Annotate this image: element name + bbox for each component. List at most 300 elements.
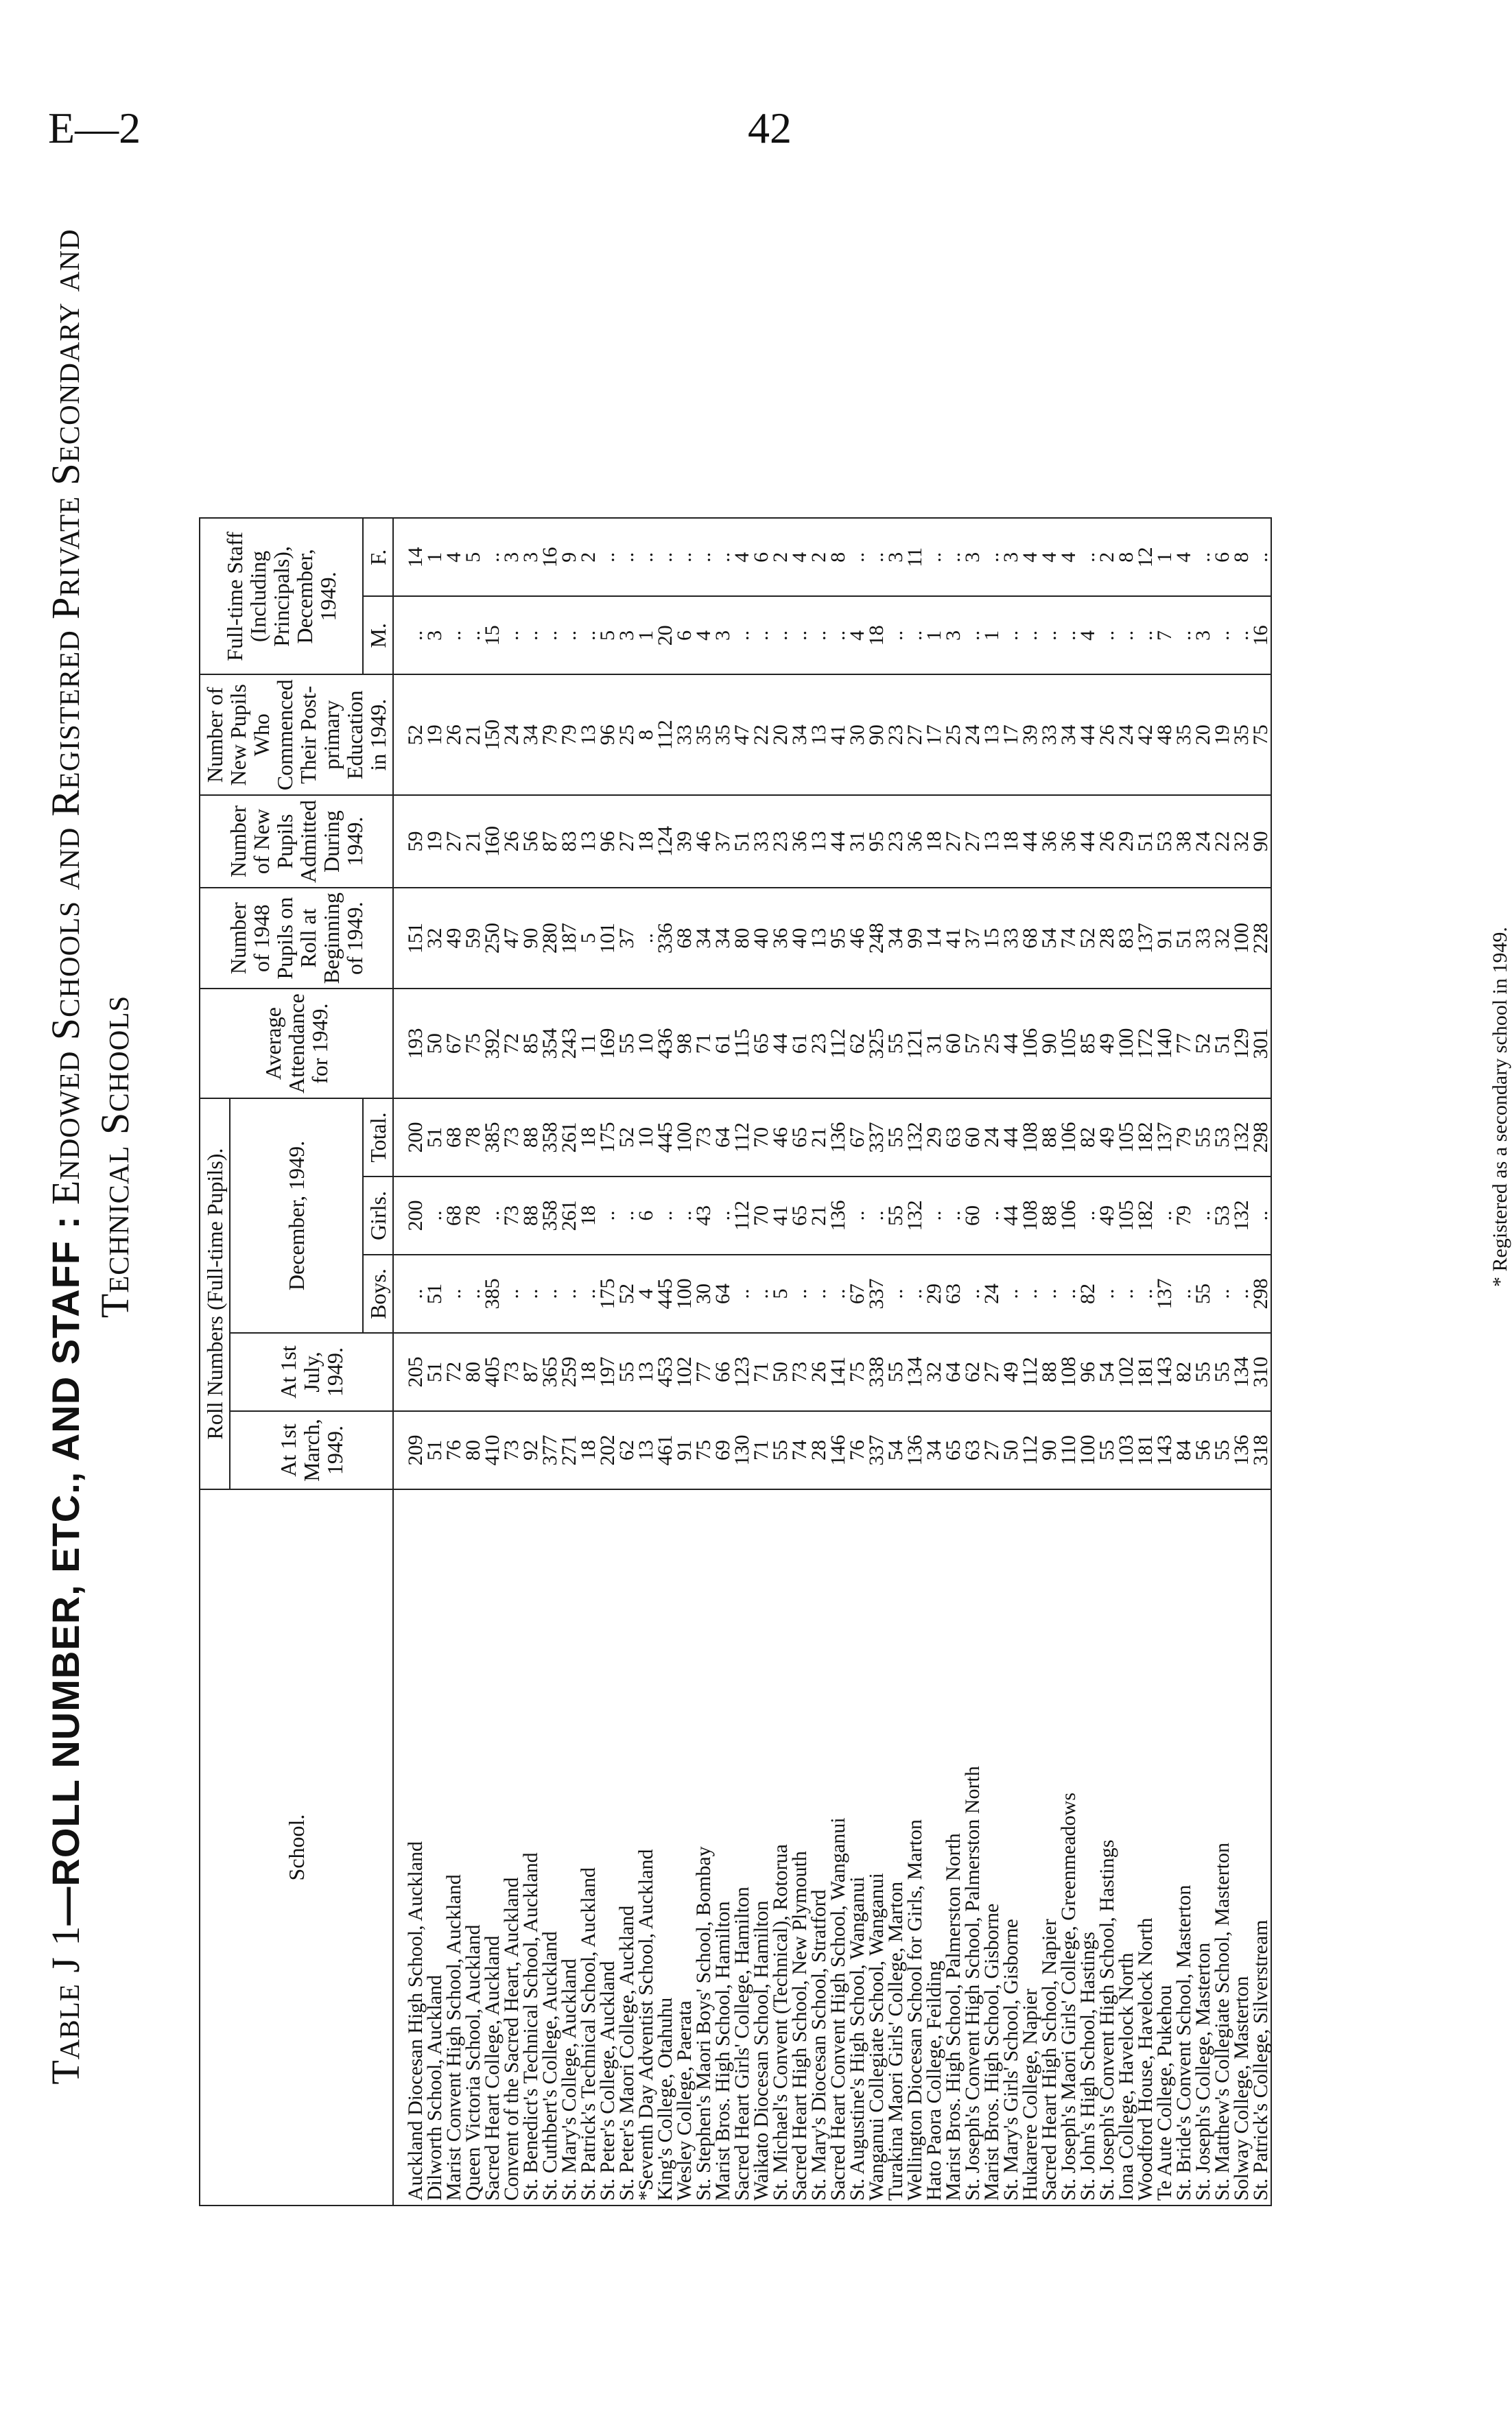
cell-f: .. — [656, 518, 675, 596]
cell-adm: 160 — [483, 795, 502, 888]
roll-table — [199, 517, 1272, 2206]
table-row — [771, 518, 790, 2206]
cell-march: 100 — [1078, 1411, 1098, 1489]
cell-att: 77 — [1174, 989, 1194, 1098]
cell-march: 62 — [617, 1411, 637, 1489]
cell-f: 12 — [1136, 518, 1155, 596]
cell-school: St. Peter's College, Auckland — [598, 1489, 617, 2206]
cell-f: 4 — [1059, 518, 1078, 596]
cell-m: .. — [502, 596, 521, 674]
table-row — [752, 518, 771, 2206]
cell-com: 52 — [393, 674, 425, 795]
table-row — [617, 518, 637, 2206]
cell-m: .. — [1232, 596, 1251, 674]
cell-july: 365 — [541, 1333, 560, 1411]
cell-com: 33 — [1040, 674, 1059, 795]
table-row — [733, 518, 752, 2206]
cell-boys: 24 — [982, 1255, 1002, 1333]
cell-att: 75 — [464, 989, 483, 1098]
table-row — [1021, 518, 1040, 2206]
cell-july: 87 — [521, 1333, 541, 1411]
cell-july: 26 — [810, 1333, 829, 1411]
cell-m: .. — [579, 596, 598, 674]
cell-com: 23 — [886, 674, 906, 795]
cell-com: 30 — [848, 674, 867, 795]
cell-boys: 51 — [425, 1255, 445, 1333]
cell-boys: .. — [1021, 1255, 1040, 1333]
cell-att: 65 — [752, 989, 771, 1098]
cell-adm: 23 — [771, 795, 790, 888]
table-row — [1002, 518, 1021, 2206]
cell-school: St. Joseph's Convent High School, Palmerston North — [963, 1489, 982, 2206]
cell-total: 88 — [1040, 1098, 1059, 1177]
cell-boys: .. — [560, 1255, 579, 1333]
table-row — [790, 518, 810, 2206]
cell-boys: 445 — [656, 1255, 675, 1333]
cell-boys: .. — [1213, 1255, 1232, 1333]
cell-f: .. — [598, 518, 617, 596]
cell-f: 2 — [579, 518, 598, 596]
cell-march: 34 — [925, 1411, 944, 1489]
cell-school: St. Peter's Maori College, Auckland — [617, 1489, 637, 2206]
cell-march: 69 — [713, 1411, 733, 1489]
cell-com: 20 — [1194, 674, 1213, 795]
table-row — [1174, 518, 1194, 2206]
cell-july: 134 — [906, 1333, 925, 1411]
cell-att: 61 — [713, 989, 733, 1098]
cell-m: .. — [752, 596, 771, 674]
cell-com: 25 — [617, 674, 637, 795]
cell-f: .. — [713, 518, 733, 596]
cell-march: 63 — [963, 1411, 982, 1489]
cell-att: 11 — [579, 989, 598, 1098]
cell-att: 436 — [656, 989, 675, 1098]
cell-adm: 53 — [1155, 795, 1174, 888]
cell-f: .. — [944, 518, 963, 596]
cell-march: 103 — [1117, 1411, 1136, 1489]
cell-july: 55 — [617, 1333, 637, 1411]
cell-school: Waikato Diocesan School, Hamilton — [752, 1489, 771, 2206]
cell-march: 110 — [1059, 1411, 1078, 1489]
cell-march: 74 — [790, 1411, 810, 1489]
cell-total: 445 — [656, 1098, 675, 1177]
cell-p48: 99 — [906, 888, 925, 989]
cell-att: 72 — [502, 989, 521, 1098]
header-staff-group: Full-time Staff (Including Principals), December, 1949. — [200, 518, 363, 674]
cell-f: 6 — [752, 518, 771, 596]
cell-att: 106 — [1021, 989, 1040, 1098]
title-lead: Table J 1 — [43, 1925, 88, 2085]
cell-com: 26 — [445, 674, 464, 795]
cell-p48: 74 — [1059, 888, 1078, 989]
cell-p48: 90 — [521, 888, 541, 989]
cell-school: St. Mary's College, Auckland — [560, 1489, 579, 2206]
cell-att: 55 — [617, 989, 637, 1098]
cell-p48: 32 — [425, 888, 445, 989]
cell-march: 130 — [733, 1411, 752, 1489]
cell-m: 3 — [1194, 596, 1213, 674]
cell-girls: 6 — [637, 1177, 656, 1255]
cell-p48: 280 — [541, 888, 560, 989]
cell-m: 4 — [694, 596, 713, 674]
cell-att: 98 — [675, 989, 694, 1098]
cell-att: 52 — [1194, 989, 1213, 1098]
cell-com: 13 — [810, 674, 829, 795]
cell-adm: 13 — [579, 795, 598, 888]
table-row — [541, 518, 560, 2206]
cell-boys: .. — [752, 1255, 771, 1333]
header-commenced: Number of New Pupils Who Commenced Their Post-primary Education in 1949. — [200, 674, 393, 795]
cell-total: 49 — [1098, 1098, 1117, 1177]
cell-march: 146 — [829, 1411, 848, 1489]
cell-att: 243 — [560, 989, 579, 1098]
cell-m: .. — [1040, 596, 1059, 674]
cell-m: 3 — [713, 596, 733, 674]
cell-girls: 73 — [502, 1177, 521, 1255]
cell-total: 112 — [733, 1098, 752, 1177]
cell-girls: .. — [675, 1177, 694, 1255]
cell-school: Convent of the Sacred Heart, Auckland — [502, 1489, 521, 2206]
cell-att: 61 — [790, 989, 810, 1098]
cell-school: Hukarere College, Napier — [1021, 1489, 1040, 2206]
cell-adm: 56 — [521, 795, 541, 888]
cell-july: 80 — [464, 1333, 483, 1411]
cell-total: 337 — [867, 1098, 886, 1177]
cell-com: 90 — [867, 674, 886, 795]
cell-march: 27 — [982, 1411, 1002, 1489]
header-roll-group: Roll Numbers (Full-time Pupils). — [200, 1098, 230, 1489]
cell-com: 35 — [713, 674, 733, 795]
cell-total: 105 — [1117, 1098, 1136, 1177]
cell-school: St. Cuthbert's College, Auckland — [541, 1489, 560, 2206]
cell-com: 35 — [1232, 674, 1251, 795]
cell-school: St. Joseph's College, Masterton — [1194, 1489, 1213, 2206]
cell-f: 4 — [1040, 518, 1059, 596]
cell-boys: .. — [1098, 1255, 1117, 1333]
cell-adm: 37 — [713, 795, 733, 888]
cell-school: St. Joseph's Maori Girls' College, Greenmeadows — [1059, 1489, 1078, 2206]
cell-adm: 31 — [848, 795, 867, 888]
cell-f: 4 — [733, 518, 752, 596]
cell-att: 193 — [393, 989, 425, 1098]
cell-march: 71 — [752, 1411, 771, 1489]
header-december-group: December, 1949. — [230, 1098, 363, 1333]
cell-march: 181 — [1136, 1411, 1155, 1489]
cell-total: 60 — [963, 1098, 982, 1177]
cell-f: .. — [982, 518, 1002, 596]
cell-f: .. — [925, 518, 944, 596]
cell-p48: .. — [637, 888, 656, 989]
cell-total: 68 — [445, 1098, 464, 1177]
cell-f: .. — [637, 518, 656, 596]
cell-com: 8 — [637, 674, 656, 795]
table-row — [560, 518, 579, 2206]
cell-p48: 91 — [1155, 888, 1174, 989]
cell-school: St. John's High School, Hastings — [1078, 1489, 1098, 2206]
cell-com: 96 — [598, 674, 617, 795]
cell-m: 3 — [944, 596, 963, 674]
cell-att: 105 — [1059, 989, 1078, 1098]
cell-com: 22 — [752, 674, 771, 795]
cell-girls: 60 — [963, 1177, 982, 1255]
cell-p48: 36 — [771, 888, 790, 989]
table-row — [1078, 518, 1098, 2206]
cell-m: 5 — [598, 596, 617, 674]
header-march: At 1st March, 1949. — [230, 1411, 393, 1489]
cell-march: 73 — [502, 1411, 521, 1489]
cell-m: .. — [886, 596, 906, 674]
cell-com: 35 — [1174, 674, 1194, 795]
cell-march: 318 — [1251, 1411, 1271, 1489]
cell-adm: 36 — [906, 795, 925, 888]
cell-july: 50 — [771, 1333, 790, 1411]
table-row — [1155, 518, 1174, 2206]
cell-school: Iona College, Havelock North — [1117, 1489, 1136, 2206]
cell-july: 112 — [1021, 1333, 1040, 1411]
cell-july: 338 — [867, 1333, 886, 1411]
cell-f: .. — [1078, 518, 1098, 596]
cell-p48: 34 — [694, 888, 713, 989]
cell-school: Marist Convent High School, Auckland — [445, 1489, 464, 2206]
cell-girls: 105 — [1117, 1177, 1136, 1255]
cell-adm: 18 — [1002, 795, 1021, 888]
cell-total: 52 — [617, 1098, 637, 1177]
cell-boys: 175 — [598, 1255, 617, 1333]
cell-girls: 108 — [1021, 1177, 1040, 1255]
cell-f: 3 — [521, 518, 541, 596]
table-row — [1194, 518, 1213, 2206]
cell-total: 298 — [1251, 1098, 1271, 1177]
cell-f: .. — [483, 518, 502, 596]
cell-girls: 49 — [1098, 1177, 1117, 1255]
cell-att: 71 — [694, 989, 713, 1098]
cell-p48: 5 — [579, 888, 598, 989]
cell-total: 73 — [502, 1098, 521, 1177]
cell-march: 18 — [579, 1411, 598, 1489]
cell-com: 41 — [829, 674, 848, 795]
cell-p48: 37 — [963, 888, 982, 989]
cell-m: 1 — [925, 596, 944, 674]
cell-f: 4 — [1174, 518, 1194, 596]
cell-p48: 80 — [733, 888, 752, 989]
cell-march: 13 — [637, 1411, 656, 1489]
cell-school: Solway College, Masterton — [1232, 1489, 1251, 2206]
cell-girls: .. — [1155, 1177, 1174, 1255]
cell-f: 3 — [963, 518, 982, 596]
cell-p48: 15 — [982, 888, 1002, 989]
cell-adm: 32 — [1232, 795, 1251, 888]
cell-girls: .. — [483, 1177, 502, 1255]
cell-m: 16 — [1251, 596, 1271, 674]
cell-school: Te Aute College, Pukehou — [1155, 1489, 1174, 2206]
cell-boys: .. — [445, 1255, 464, 1333]
cell-p48: 54 — [1040, 888, 1059, 989]
header-total: Total. — [363, 1098, 393, 1177]
cell-july: 453 — [656, 1333, 675, 1411]
cell-p48: 336 — [656, 888, 675, 989]
cell-march: 56 — [1194, 1411, 1213, 1489]
cell-total: 358 — [541, 1098, 560, 1177]
cell-att: 115 — [733, 989, 752, 1098]
cell-july: 259 — [560, 1333, 579, 1411]
cell-total: 132 — [1232, 1098, 1251, 1177]
cell-july: 73 — [502, 1333, 521, 1411]
cell-adm: 13 — [982, 795, 1002, 888]
cell-adm: 24 — [1194, 795, 1213, 888]
cell-p48: 34 — [886, 888, 906, 989]
cell-march: 136 — [906, 1411, 925, 1489]
cell-girls: .. — [425, 1177, 445, 1255]
cell-total: 70 — [752, 1098, 771, 1177]
cell-total: 53 — [1213, 1098, 1232, 1177]
cell-p48: 14 — [925, 888, 944, 989]
cell-total: 132 — [906, 1098, 925, 1177]
cell-july: 49 — [1002, 1333, 1021, 1411]
cell-m: 20 — [656, 596, 675, 674]
header-school: School. — [200, 1489, 393, 2206]
cell-adm: 38 — [1174, 795, 1194, 888]
cell-att: 90 — [1040, 989, 1059, 1098]
cell-f: 8 — [1117, 518, 1136, 596]
cell-f: .. — [1251, 518, 1271, 596]
cell-p48: 33 — [1194, 888, 1213, 989]
cell-girls: .. — [598, 1177, 617, 1255]
cell-boys: .. — [541, 1255, 560, 1333]
cell-m: .. — [445, 596, 464, 674]
cell-girls: .. — [617, 1177, 637, 1255]
cell-total: 106 — [1059, 1098, 1078, 1177]
cell-march: 28 — [810, 1411, 829, 1489]
cell-adm: 27 — [963, 795, 982, 888]
cell-total: 108 — [1021, 1098, 1040, 1177]
cell-total: 175 — [598, 1098, 617, 1177]
cell-adm: 46 — [694, 795, 713, 888]
cell-att: 129 — [1232, 989, 1251, 1098]
cell-boys: .. — [790, 1255, 810, 1333]
cell-f: 2 — [771, 518, 790, 596]
cell-adm: 13 — [810, 795, 829, 888]
cell-adm: 22 — [1213, 795, 1232, 888]
cell-july: 108 — [1059, 1333, 1078, 1411]
cell-boys: 64 — [713, 1255, 733, 1333]
cell-girls: 41 — [771, 1177, 790, 1255]
cell-p48: 28 — [1098, 888, 1117, 989]
cell-july: 88 — [1040, 1333, 1059, 1411]
cell-m: 1 — [982, 596, 1002, 674]
cell-att: 112 — [829, 989, 848, 1098]
cell-boys: 5 — [771, 1255, 790, 1333]
cell-com: 17 — [925, 674, 944, 795]
cell-com: 19 — [1213, 674, 1232, 795]
table-row — [425, 518, 445, 2206]
table-row — [810, 518, 829, 2206]
cell-m: .. — [560, 596, 579, 674]
cell-total: 46 — [771, 1098, 790, 1177]
cell-p48: 250 — [483, 888, 502, 989]
cell-school: St. Matthew's Collegiate School, Masterton — [1213, 1489, 1232, 2206]
cell-boys: .. — [1059, 1255, 1078, 1333]
cell-com: 75 — [1251, 674, 1271, 795]
cell-m: .. — [790, 596, 810, 674]
cell-p48: 101 — [598, 888, 617, 989]
cell-school: St. Michael's Convent (Technical), Rotorua — [771, 1489, 790, 2206]
header-staff-m: M. — [363, 596, 393, 674]
cell-att: 49 — [1098, 989, 1117, 1098]
cell-p48: 151 — [393, 888, 425, 989]
page-number: 42 — [748, 104, 792, 152]
cell-girls: 68 — [445, 1177, 464, 1255]
cell-f: 4 — [1021, 518, 1040, 596]
cell-school: Wanganui Collegiate School, Wanganui — [867, 1489, 886, 2206]
cell-adm: 26 — [1098, 795, 1117, 888]
cell-f: 2 — [810, 518, 829, 596]
cell-school: Wellington Diocesan School for Girls, Marton — [906, 1489, 925, 2206]
cell-com: 150 — [483, 674, 502, 795]
cell-july: 13 — [637, 1333, 656, 1411]
cell-boys: 4 — [637, 1255, 656, 1333]
cell-com: 44 — [1078, 674, 1098, 795]
table-row — [598, 518, 617, 2206]
cell-march: 92 — [521, 1411, 541, 1489]
table-row — [886, 518, 906, 2206]
cell-july: 51 — [425, 1333, 445, 1411]
cell-m: .. — [393, 596, 425, 674]
table-row — [1117, 518, 1136, 2206]
table-row — [675, 518, 694, 2206]
cell-att: 31 — [925, 989, 944, 1098]
cell-adm: 44 — [1021, 795, 1040, 888]
cell-july: 143 — [1155, 1333, 1174, 1411]
cell-july: 181 — [1136, 1333, 1155, 1411]
cell-p48: 95 — [829, 888, 848, 989]
cell-total: 79 — [1174, 1098, 1194, 1177]
cell-m: .. — [1002, 596, 1021, 674]
cell-att: 172 — [1136, 989, 1155, 1098]
cell-att: 325 — [867, 989, 886, 1098]
cell-boys: .. — [502, 1255, 521, 1333]
cell-july: 55 — [1194, 1333, 1213, 1411]
cell-school: St. Patrick's Technical School, Auckland — [579, 1489, 598, 2206]
cell-school: Queen Victoria School, Auckland — [464, 1489, 483, 2206]
cell-total: 88 — [521, 1098, 541, 1177]
cell-com: 112 — [656, 674, 675, 795]
table-row — [1213, 518, 1232, 2206]
cell-boys: 30 — [694, 1255, 713, 1333]
cell-july: 96 — [1078, 1333, 1098, 1411]
cell-boys: .. — [1117, 1255, 1136, 1333]
cell-f: 9 — [560, 518, 579, 596]
cell-boys: 137 — [1155, 1255, 1174, 1333]
cell-att: 140 — [1155, 989, 1174, 1098]
cell-m: 4 — [1078, 596, 1098, 674]
cell-com: 19 — [425, 674, 445, 795]
cell-july: 197 — [598, 1333, 617, 1411]
cell-march: 136 — [1232, 1411, 1251, 1489]
table-row — [393, 518, 425, 2206]
cell-school: Sacred Heart Convent High School, Wanganui — [829, 1489, 848, 2206]
cell-july: 55 — [886, 1333, 906, 1411]
cell-boys: 385 — [483, 1255, 502, 1333]
cell-com: 42 — [1136, 674, 1155, 795]
cell-july: 75 — [848, 1333, 867, 1411]
table-row — [829, 518, 848, 2206]
cell-july: 32 — [925, 1333, 944, 1411]
cell-total: 64 — [713, 1098, 733, 1177]
cell-school: *Seventh Day Adventist School, Auckland — [637, 1489, 656, 2206]
cell-school: Auckland Diocesan High School, Auckland — [393, 1489, 425, 2206]
cell-total: 182 — [1136, 1098, 1155, 1177]
cell-total: 200 — [393, 1098, 425, 1177]
